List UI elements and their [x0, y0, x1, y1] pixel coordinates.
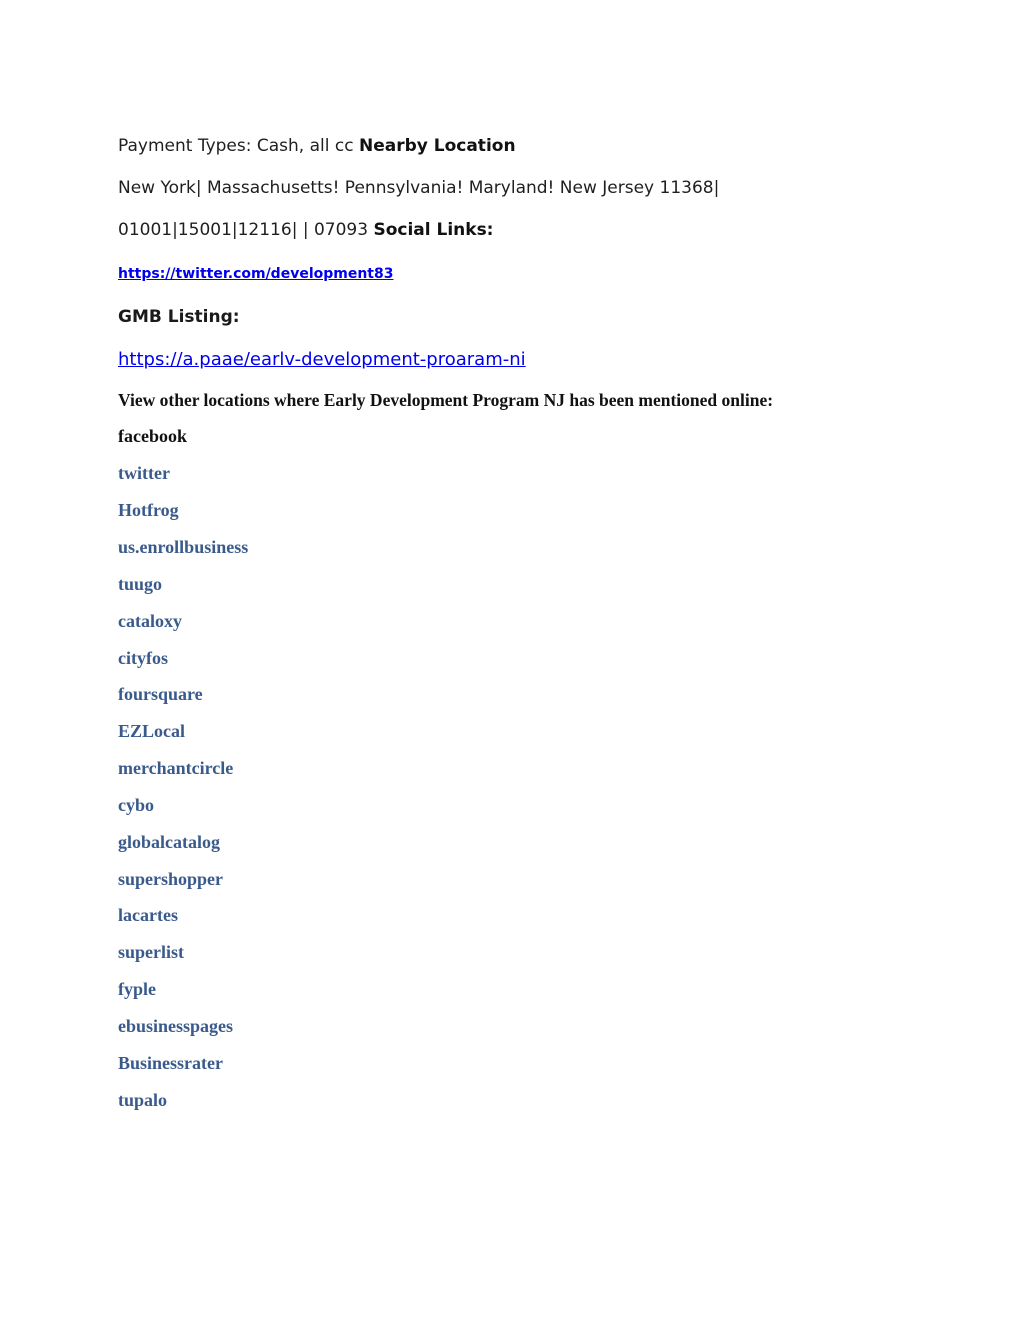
mention-link-superlist[interactable]: superlist [118, 942, 185, 962]
mention-link-merchantcircle[interactable]: merchantcircle [118, 758, 234, 778]
gmb-listing-heading: GMB Listing: [118, 307, 240, 327]
states-line: New York| Massachusetts! Pennsylvania! Maryland! New Jersey 11368| [118, 178, 720, 198]
mention-link-cybo[interactable]: cybo [118, 795, 154, 815]
mention-link-cataloxy[interactable]: cataloxy [118, 611, 182, 631]
mention-link-tupalo[interactable]: tupalo [118, 1090, 168, 1110]
mention-link-lacartes[interactable]: lacartes [118, 905, 178, 925]
gmb-listing-link[interactable]: https://a.paae/earlv-development-proaram-ni [118, 349, 526, 370]
mention-link-fyple[interactable]: fyple [118, 979, 156, 999]
zip-codes-text: 01001|15001|12116| | 07093 [118, 220, 369, 240]
mention-item-facebook: facebook [118, 426, 187, 446]
payment-types-text: Payment Types: Cash, all cc [118, 136, 354, 156]
mention-link-twitter[interactable]: twitter [118, 463, 170, 483]
mention-link-enrollbusiness[interactable]: us.enrollbusiness [118, 537, 249, 557]
mention-link-foursquare[interactable]: foursquare [118, 684, 203, 704]
zips-line [118, 220, 493, 240]
mention-link-cityfos[interactable]: cityfos [118, 648, 168, 668]
payment-line [118, 136, 516, 156]
twitter-social-link[interactable]: https://twitter.com/development83 [118, 266, 394, 282]
mention-link-supershopper[interactable]: supershopper [118, 869, 224, 889]
social-links-heading: Social Links: [373, 220, 494, 240]
mention-link-tuugo[interactable]: tuugo [118, 574, 163, 594]
nearby-location-heading: Nearby Location [358, 136, 516, 156]
mention-link-globalcatalog[interactable]: globalcatalog [118, 832, 220, 852]
mention-link-ebusinesspages[interactable]: ebusinesspages [118, 1016, 234, 1036]
mentions-heading: View other locations where Early Development Program NJ has been mentioned online: [118, 390, 774, 410]
mention-link-ezlocal[interactable]: EZLocal [118, 721, 186, 741]
mention-link-hotfrog[interactable]: Hotfrog [118, 500, 179, 520]
mention-link-businessrater[interactable]: Businessrater [118, 1053, 223, 1073]
